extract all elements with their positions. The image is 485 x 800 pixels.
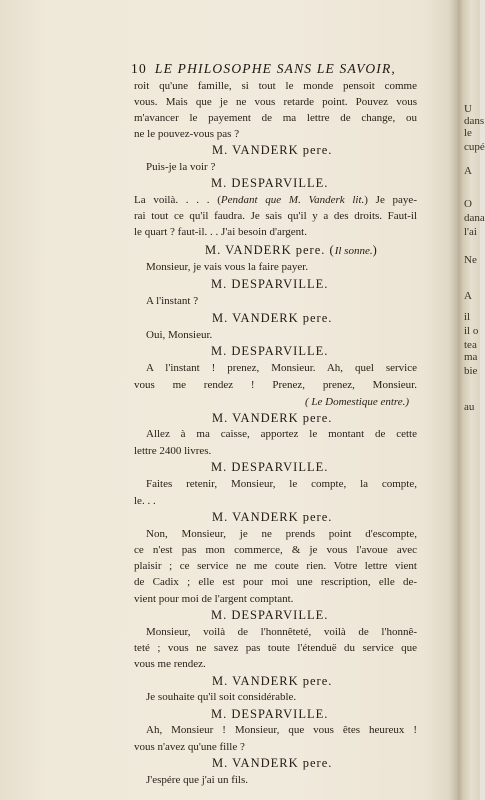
speaker-name: M. VANDERK pere.	[212, 143, 333, 157]
dialogue-line: Ah, Monsieur ! Monsieur, que vous êtes heureux !	[146, 724, 417, 736]
dialogue-line: vient pour moi de l'argent comptant.	[134, 593, 294, 605]
speaker-name: M. VANDERK pere.	[212, 311, 333, 325]
speaker-name: M. VANDERK pere.	[212, 411, 333, 425]
speaker-with-direction	[205, 243, 378, 259]
dialogue-line	[134, 193, 417, 207]
dialogue-line: Monsieur, je vais vous la faire payer.	[146, 261, 309, 273]
dialogue-line: vous n'avez qu'une fille ?	[134, 741, 245, 753]
speaker-name: M. VANDERK pere. (	[205, 243, 335, 257]
facing-page-fragment: U	[464, 103, 472, 115]
facing-page-fragment: cupé	[464, 141, 485, 153]
dialogue-line: teté ; vous ne savez pas toute l'étenduë du service que	[134, 642, 417, 654]
dialogue-line: Puis-je la voir ?	[146, 161, 216, 173]
dialogue-line: le. . .	[134, 495, 156, 507]
dialogue-line: Non, Monsieur, je ne prends point d'escompte,	[146, 528, 417, 540]
facing-page-fragment: il o	[464, 325, 479, 337]
dialogue-text: La voilà. . . . (	[134, 194, 221, 206]
facing-page-fragment: O	[464, 198, 472, 210]
page-number: 10	[131, 61, 147, 76]
running-header	[131, 61, 418, 79]
stage-paren: )	[372, 243, 378, 257]
facing-page-fragment: dana	[464, 212, 485, 224]
dialogue-line: vous me rendez.	[134, 658, 206, 670]
speaker-name: M. VANDERK pere.	[212, 756, 333, 770]
speaker-name: M. DESPARVILLE.	[211, 277, 329, 291]
facing-page-fragment: bie	[464, 365, 478, 377]
dialogue-line: Monsieur, voilà de l'honnêteté, voilà de l'honnê-	[146, 626, 417, 638]
dialogue-line: m'avancer le payement de ma lettre de change, ou	[134, 112, 417, 124]
speaker-name: M. DESPARVILLE.	[211, 460, 329, 474]
speaker-name: M. VANDERK pere.	[212, 510, 333, 524]
dialogue-line: Faites retenir, Monsieur, le compte, la compte,	[146, 478, 417, 490]
dialogue-line: ne le pouvez-vous pas ?	[134, 128, 240, 140]
facing-page-fragment: A	[464, 165, 472, 177]
dialogue-line: rai tout ce qu'il faudra. Je sais qu'il y a des droits. Faut-il	[134, 210, 417, 222]
dialogue-line: le quart ? faut-il. . . J'ai besoin d'argent.	[134, 226, 307, 238]
facing-page-fragment: A	[464, 290, 472, 302]
facing-page-fragment: Ne	[464, 254, 477, 266]
dialogue-line: A l'instant ?	[146, 295, 199, 307]
speaker-name: M. DESPARVILLE.	[211, 344, 329, 358]
dialogue-line: lettre 2400 livres.	[134, 445, 212, 457]
dialogue-line: J'espére que j'ai un fils.	[146, 774, 249, 786]
dialogue-line: plaisir ; ce service ne me coute rien. Votre lettre vient	[134, 560, 417, 572]
speaker-name: M. DESPARVILLE.	[211, 176, 329, 190]
dialogue-line: Allez à ma caisse, apportez le montant de cette	[146, 428, 417, 440]
dialogue-line: A l'instant ! prenez, Monsieur. Ah, quel service	[146, 362, 417, 374]
facing-page-fragment: il	[464, 311, 471, 323]
dialogue-line: Oui, Monsieur.	[146, 329, 213, 341]
speaker-name: M. DESPARVILLE.	[211, 707, 329, 721]
stage-direction: Il sonne.	[334, 245, 373, 257]
dialogue-line: vous me rendez ! Prenez, prenez, Monsieur.	[134, 379, 417, 391]
stage-direction: Pendant que M. Vanderk lit.	[220, 194, 365, 206]
stage-direction: ( Le Domestique entre.)	[305, 396, 410, 408]
dialogue-line: de Cadix ; elle est pour moi une rescription, elle de-	[134, 576, 417, 588]
running-title: LE PHILOSOPHE SANS LE SAVOIR,	[154, 61, 396, 76]
facing-page-fragment: tea	[464, 339, 477, 351]
facing-page-fragment: l'ai	[464, 226, 477, 238]
speaker-name: M. VANDERK pere.	[212, 674, 333, 688]
speaker-name: M. DESPARVILLE.	[211, 608, 329, 622]
facing-page-fragment: au	[464, 401, 475, 413]
dialogue-line: vous. Mais que je ne vous retarde point. Pouvez vous	[134, 96, 417, 108]
dialogue-line: Je souhaite qu'il soit considérable.	[146, 691, 297, 703]
dialogue-line: ce n'est pas mon commerce, & je vous l'avoue avec	[134, 544, 417, 556]
facing-page-fragment: dans	[464, 115, 485, 127]
dialogue-text: ) Je paye-	[364, 194, 417, 206]
facing-page-fragment: ma	[464, 351, 478, 363]
dialogue-line: roit qu'une famille, si tout le monde pensoit comme	[134, 80, 417, 92]
facing-page-fragment: le	[464, 127, 472, 139]
